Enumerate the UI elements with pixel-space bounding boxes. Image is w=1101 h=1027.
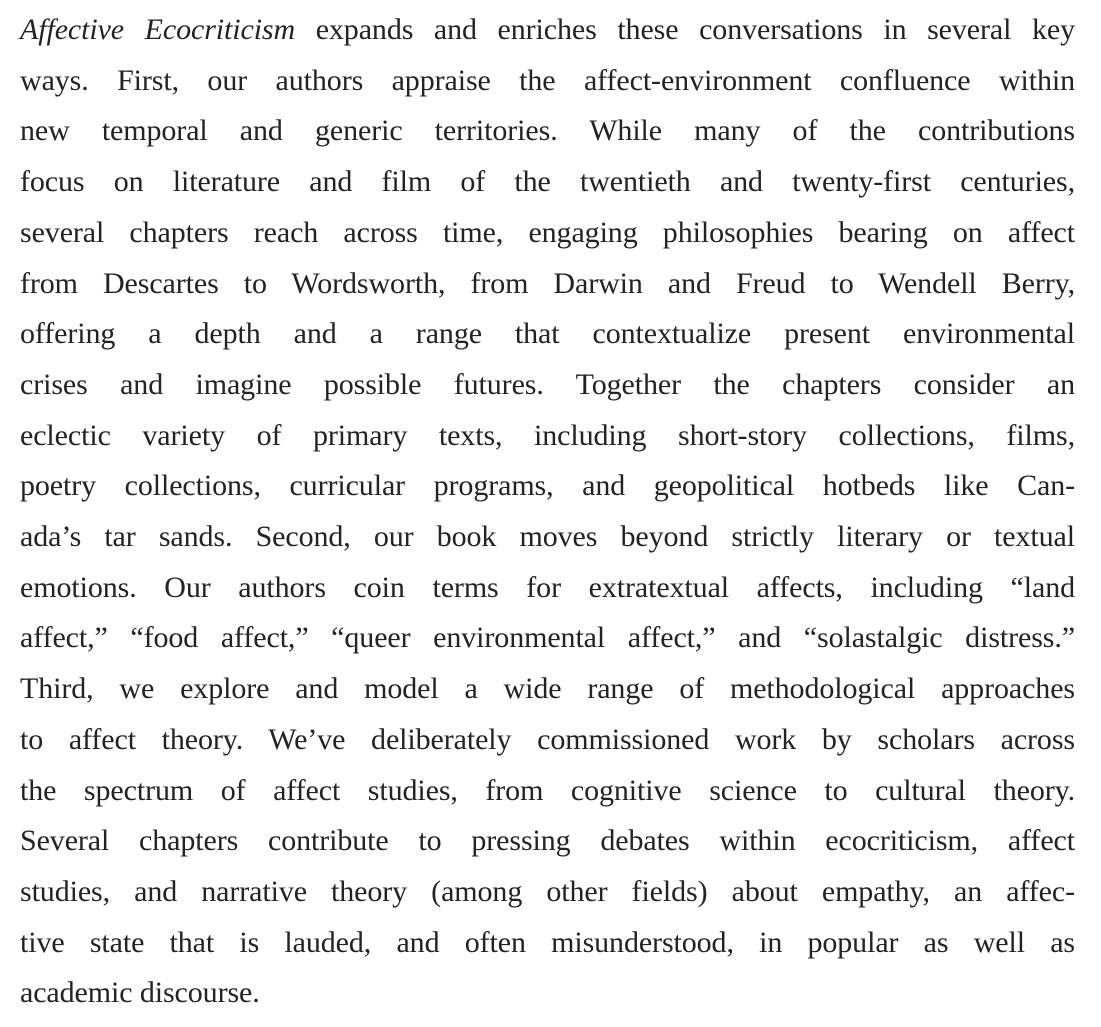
book-title-italic: Affective Ecocriticism (20, 13, 296, 46)
text-line: crises and imagine possible futures. Together the chapters consider an (20, 367, 1075, 401)
text-line: new temporal and generic territories. While many of the contributions (20, 114, 1075, 148)
text-line: affect,” “food affect,” “queer environmental affect,” and “solastalgic distress.” (20, 621, 1075, 655)
text-line: the spectrum of affect studies, from cognitive science to cultural theory. (20, 773, 1075, 807)
text-line: studies, and narrative theory (among other fields) about empathy, an affec- (20, 874, 1075, 908)
text-line: focus on literature and film of the twentieth and twenty-first centuries, (20, 165, 1075, 199)
text-line: from Descartes to Wordsworth, from Darwin and Freud to Wendell Berry, (20, 266, 1075, 300)
text-line: offering a depth and a range that contextualize present environmental (20, 317, 1075, 351)
text-line: Third, we explore and model a wide range of methodological approaches (20, 672, 1075, 706)
text-line: tive state that is lauded, and often misunderstood, in popular as well as (20, 925, 1075, 959)
text-line: ways. First, our authors appraise the affect-environment confluence within (20, 63, 1075, 97)
text-line: eclectic variety of primary texts, including short-story collections, films, (20, 418, 1075, 452)
text-line-rest: expands and enriches these conversations in several key (295, 13, 1075, 46)
text-line: poetry collections, curricular programs, and geopolitical hotbeds like Can- (20, 469, 1075, 503)
text-line: to affect theory. We’ve deliberately commissioned work by scholars across (20, 722, 1075, 756)
text-line (20, 5, 1075, 56)
text-line: academic discourse. (20, 976, 260, 1010)
text-line: ada’s tar sands. Second, our book moves beyond strictly literary or textual (20, 520, 1075, 554)
text-line: emotions. Our authors coin terms for extratextual affects, including “land (20, 570, 1075, 604)
body-paragraph (20, 5, 1075, 1019)
text-line: Several chapters contribute to pressing debates within ecocriticism, affect (20, 824, 1075, 858)
text-line: several chapters reach across time, engaging philosophies bearing on affect (20, 215, 1075, 249)
